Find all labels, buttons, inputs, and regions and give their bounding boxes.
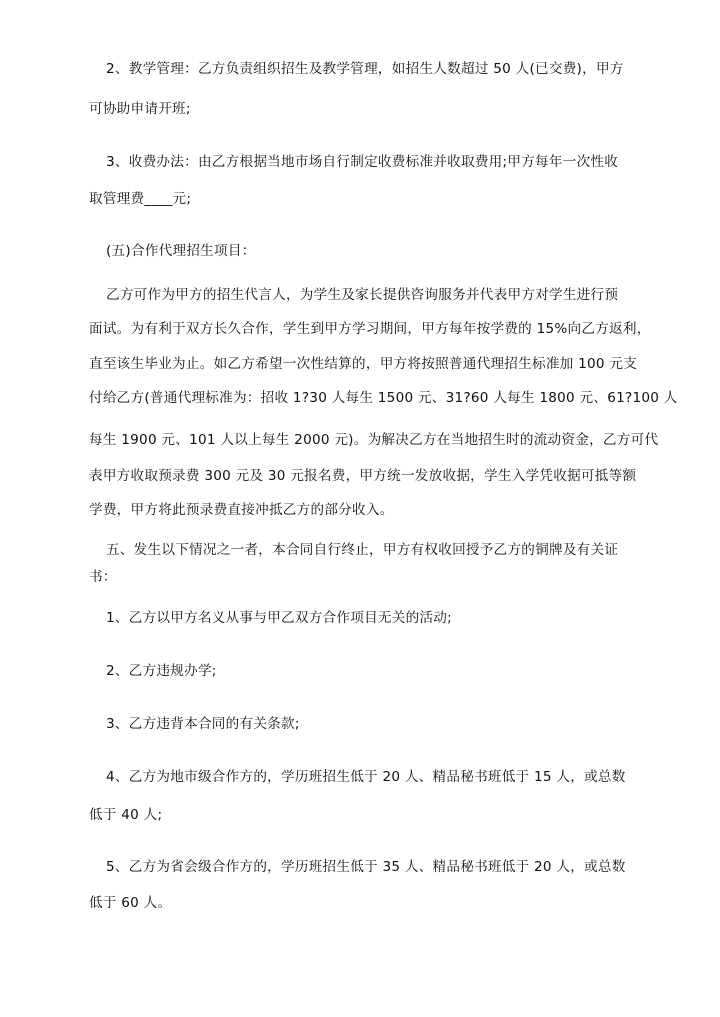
agency-paragraph-line-6: 表甲方收取预录费 300 元及 30 元报名费，甲方统一发放收据，学生入学凭收据可抵等额 (89, 468, 637, 484)
agency-paragraph-line-2: 面试。为有利于双方长久合作，学生到甲方学习期间，甲方每年按学费的 15%向乙方返利， (89, 321, 651, 337)
termination-item-5-continuation: 低于 60 人。 (89, 895, 172, 911)
agency-paragraph-line-4: 付给乙方(普通代理标准为：招收 1?30 人每生 1500 元、31?60 人每生 1800 元、61?100 人 (89, 390, 678, 406)
agency-paragraph-line-1: 乙方可作为甲方的招生代言人，为学生及家长提供咨询服务并代表甲方对学生进行预 (106, 287, 619, 303)
agency-paragraph-line-3: 直至该生毕业为止。如乙方希望一次性结算的，甲方将按照普通代理招生标准加 100 元支 (89, 356, 638, 372)
termination-item-3: 3、乙方违背本合同的有关条款; (106, 716, 300, 732)
termination-item-2: 2、乙方违规办学; (106, 663, 217, 679)
article-5-continuation: 书： (89, 569, 117, 585)
agency-paragraph-line-7: 学费，甲方将此预录费直接冲抵乙方的部分收入。 (89, 502, 394, 518)
section-5-heading: (五)合作代理招生项目： (106, 243, 256, 259)
clause-3-continuation: 取管理费____元; (89, 191, 192, 207)
article-5-termination: 五、发生以下情况之一者，本合同自行终止，甲方有权收回授予乙方的铜牌及有关证 (106, 542, 619, 558)
clause-3-fee-method: 3、收费办法：由乙方根据当地市场自行制定收费标准并收取费用;甲方每年一次性收 (106, 154, 619, 170)
termination-item-4-continuation: 低于 40 人; (89, 807, 163, 823)
termination-item-1: 1、乙方以甲方名义从事与甲乙双方合作项目无关的活动; (106, 610, 452, 626)
termination-item-5: 5、乙方为省会级合作方的，学历班招生低于 35 人、精品秘书班低于 20 人，或总数 (106, 859, 626, 875)
clause-2-continuation: 可协助申请开班; (89, 101, 191, 117)
agency-paragraph-line-5: 每生 1900 元、101 人以上每生 2000 元)。为解决乙方在当地招生时的流动资金，乙方可代 (89, 432, 659, 448)
clause-2-teaching-management: 2、教学管理：乙方负责组织招生及教学管理，如招生人数超过 50 人(已交费)，甲方 (106, 61, 624, 77)
termination-item-4: 4、乙方为地市级合作方的，学历班招生低于 20 人、精品秘书班低于 15 人，或总数 (106, 769, 626, 785)
